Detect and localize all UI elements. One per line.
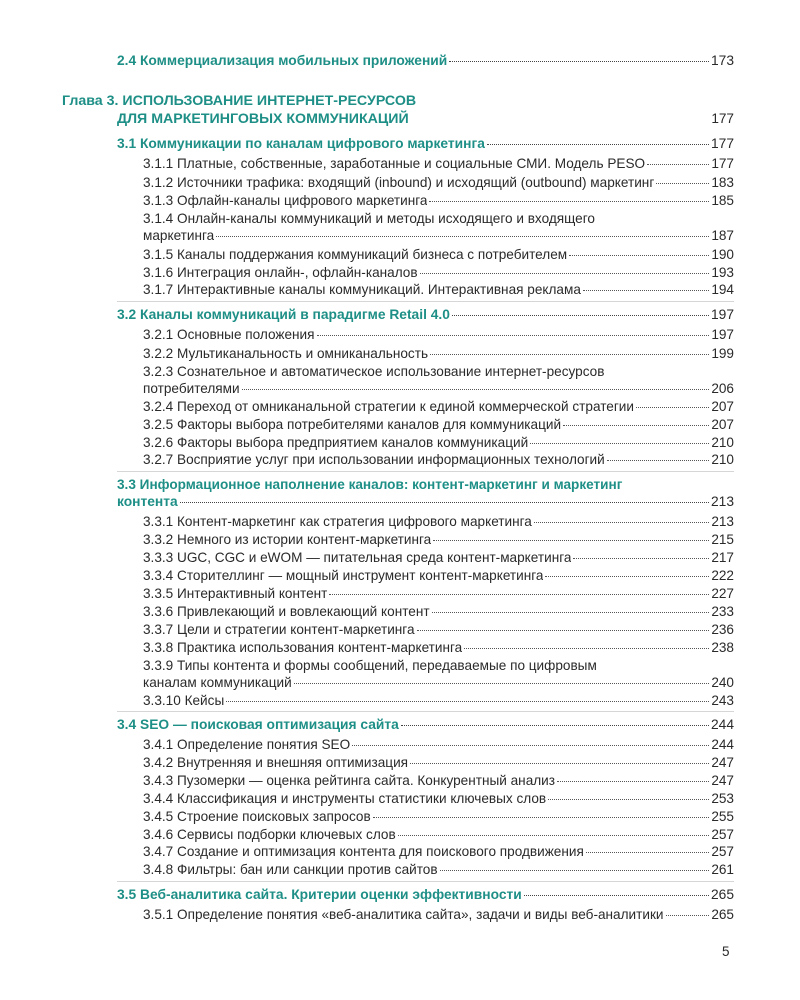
dot-leader bbox=[583, 289, 709, 291]
toc-item-3-2-1[interactable] bbox=[143, 326, 734, 343]
toc-page-number: 177 bbox=[711, 111, 734, 126]
toc-page-number: 247 bbox=[711, 773, 734, 788]
divider bbox=[117, 301, 734, 302]
dot-leader bbox=[440, 869, 710, 871]
dot-leader bbox=[410, 762, 709, 764]
toc-item-3-2-5[interactable] bbox=[143, 416, 734, 433]
dot-leader bbox=[573, 557, 709, 559]
toc-item-title: маркетинга bbox=[143, 228, 215, 243]
toc-item-3-4-1[interactable] bbox=[143, 736, 734, 753]
toc-section-title: 3.1 Коммуникации по каналам цифрового маркетинга bbox=[117, 136, 485, 151]
toc-page-number: 257 bbox=[711, 827, 734, 842]
toc-page-number: 207 bbox=[711, 417, 734, 432]
toc-item-title: каналам коммуникаций bbox=[143, 675, 292, 690]
toc-page-number: 265 bbox=[711, 907, 734, 922]
toc-item-3-1-4-cont[interactable] bbox=[143, 227, 734, 244]
toc-item-title: 3.1.1 Платные, собственные, заработанные и социальные СМИ. Модель PESO bbox=[143, 156, 646, 171]
divider bbox=[117, 471, 734, 472]
toc-page-number: 257 bbox=[711, 844, 734, 859]
toc-item-title: 3.3.2 Немного из истории контент-маркетинга bbox=[143, 532, 432, 547]
toc-item-3-1-3[interactable] bbox=[143, 192, 734, 209]
dot-leader bbox=[432, 611, 710, 613]
toc-page-number: 244 bbox=[710, 717, 734, 732]
toc-page-number: 213 bbox=[710, 494, 734, 509]
toc-page-number: 210 bbox=[711, 452, 734, 467]
chapter-3-heading-line2[interactable] bbox=[117, 110, 734, 128]
dot-leader bbox=[242, 388, 710, 390]
toc-page-number: 197 bbox=[711, 327, 734, 342]
toc-page-number: 183 bbox=[711, 175, 734, 190]
dot-leader bbox=[433, 539, 709, 541]
toc-item-3-1-4[interactable]: 3.1.4 Онлайн-каналы коммуникаций и методы исходящего и входящего bbox=[143, 211, 595, 226]
dot-leader bbox=[452, 314, 709, 316]
dot-leader bbox=[226, 700, 709, 702]
toc-page-number: 222 bbox=[711, 568, 734, 583]
toc-item-title: 3.2.2 Мультиканальность и омниканальность bbox=[143, 346, 429, 361]
toc-item-title: 3.5.1 Определение понятия «веб-аналитика сайта», задачи и виды веб-аналитики bbox=[143, 907, 664, 922]
toc-page-number: 185 bbox=[711, 193, 734, 208]
dot-leader bbox=[636, 406, 709, 408]
toc-item-title: 3.3.3 UGC, CGC и eWOM — питательная среда контент-маркетинга bbox=[143, 550, 572, 565]
toc-section-3-3-cont[interactable] bbox=[117, 493, 734, 510]
toc-item-title: 3.2.4 Переход от омниканальной стратегии к единой коммерческой стратегии bbox=[143, 399, 634, 414]
dot-leader bbox=[563, 424, 709, 426]
toc-page-number: 238 bbox=[711, 640, 734, 655]
toc-item-title: 3.3.4 Сторителлинг — мощный инструмент контент-маркетинга bbox=[143, 568, 544, 583]
toc-item-3-4-2[interactable] bbox=[143, 754, 734, 771]
toc-item-3-1-2[interactable] bbox=[143, 174, 734, 191]
toc-page-number: 207 bbox=[711, 399, 734, 414]
divider bbox=[117, 711, 734, 712]
toc-section-title: 3.4 SEO — поисковая оптимизация сайта bbox=[117, 717, 399, 732]
dot-leader bbox=[586, 851, 709, 853]
dot-leader bbox=[548, 798, 709, 800]
chapter-3-title: ДЛЯ МАРКЕТИНГОВЫХ КОММУНИКАЦИЙ bbox=[117, 111, 409, 127]
toc-item-3-4-8[interactable] bbox=[143, 861, 734, 878]
dot-leader bbox=[180, 501, 709, 503]
toc-item-title: 3.4.3 Пузомерки — оценка рейтинга сайта. Конкурентный анализ bbox=[143, 773, 556, 788]
toc-page-number: 197 bbox=[710, 307, 734, 322]
toc-item-title: 3.1.7 Интерактивные каналы коммуникаций. Интерактивная реклама bbox=[143, 282, 581, 297]
chapter-3-heading[interactable]: Глава 3. ИСПОЛЬЗОВАНИЕ ИНТЕРНЕТ-РЕСУРСОВ bbox=[62, 93, 417, 109]
toc-item-title: 3.3.1 Контент-маркетинг как стратегия цифрового маркетинга bbox=[143, 514, 532, 529]
toc-item-3-2-4[interactable] bbox=[143, 398, 734, 415]
toc-page-number: 244 bbox=[711, 737, 734, 752]
toc-item-title: 3.3.5 Интерактивный контент bbox=[143, 586, 328, 601]
toc-item-3-4-6[interactable] bbox=[143, 826, 734, 843]
toc-page-number: 217 bbox=[711, 550, 734, 565]
toc-item-title: 3.1.6 Интеграция онлайн-, офлайн-каналов bbox=[143, 265, 418, 280]
toc-item-3-3-10[interactable] bbox=[143, 692, 734, 709]
toc-item-title: 3.4.2 Внутренняя и внешняя оптимизация bbox=[143, 755, 409, 770]
dot-leader bbox=[449, 60, 709, 62]
toc-item-title: 3.3.10 Кейсы bbox=[143, 693, 225, 708]
toc-item-3-3-4[interactable] bbox=[143, 567, 734, 584]
toc-item-3-1-7[interactable] bbox=[143, 281, 734, 298]
toc-section-3-1[interactable] bbox=[117, 135, 734, 152]
dot-leader bbox=[557, 780, 709, 782]
toc-item-title: 3.4.6 Сервисы подборки ключевых слов bbox=[143, 827, 396, 842]
toc-page-number: 173 bbox=[710, 53, 734, 68]
dot-leader bbox=[487, 143, 709, 145]
toc-item-title: 3.1.5 Каналы поддержания коммуникаций бизнеса с потребителем bbox=[143, 247, 568, 262]
dot-leader bbox=[294, 682, 710, 684]
dot-leader bbox=[666, 914, 710, 916]
toc-item-title: 3.2.6 Факторы выбора предприятием каналов коммуникаций bbox=[143, 435, 529, 450]
dot-leader bbox=[430, 353, 709, 355]
dot-leader bbox=[329, 593, 709, 595]
toc-page-number: 227 bbox=[711, 586, 734, 601]
toc-section-title: 2.4 Коммерциализация мобильных приложений bbox=[117, 53, 448, 68]
toc-section-3-5[interactable] bbox=[117, 886, 734, 903]
dot-leader bbox=[464, 647, 709, 649]
toc-item-3-3-9[interactable]: 3.3.9 Типы контента и формы сообщений, передаваемые по цифровым bbox=[143, 658, 597, 673]
dot-leader bbox=[352, 744, 709, 746]
dot-leader bbox=[216, 235, 709, 237]
toc-page-number: 261 bbox=[711, 862, 734, 877]
dot-leader bbox=[420, 272, 710, 274]
toc-item-3-2-3[interactable]: 3.2.3 Сознательное и автоматическое использование интернет-ресурсов bbox=[143, 364, 605, 379]
dot-leader bbox=[607, 459, 710, 461]
toc-item-3-3-2[interactable] bbox=[143, 531, 734, 548]
toc-page-number: 255 bbox=[711, 809, 734, 824]
toc-item-3-1-1[interactable] bbox=[143, 155, 734, 172]
toc-page-number: 190 bbox=[711, 247, 734, 262]
toc-page-number: 210 bbox=[711, 435, 734, 450]
toc-item-3-3-7[interactable] bbox=[143, 621, 734, 638]
toc-item-3-4-4[interactable] bbox=[143, 790, 734, 807]
toc-page-number: 213 bbox=[711, 514, 734, 529]
toc-page-number: 236 bbox=[711, 622, 734, 637]
toc-page-number: 253 bbox=[711, 791, 734, 806]
toc-section-3-2[interactable] bbox=[117, 306, 734, 323]
dot-leader bbox=[524, 894, 709, 896]
toc-item-title: 3.4.4 Классификация и инструменты статистики ключевых слов bbox=[143, 791, 547, 806]
dot-leader bbox=[398, 834, 710, 836]
toc-section-3-3[interactable]: 3.3 Информационное наполнение каналов: контент-маркетинг и маркетинг bbox=[117, 477, 623, 492]
toc-item-3-3-9-cont[interactable] bbox=[143, 674, 734, 691]
toc-item-3-2-6[interactable] bbox=[143, 434, 734, 451]
dot-leader bbox=[417, 629, 710, 631]
dot-leader bbox=[647, 163, 709, 165]
toc-item-3-1-5[interactable] bbox=[143, 246, 734, 263]
divider bbox=[117, 881, 734, 882]
toc-item-3-4-5[interactable] bbox=[143, 808, 734, 825]
toc-item-title: 3.3.8 Практика использования контент-маркетинга bbox=[143, 640, 463, 655]
dot-leader bbox=[545, 575, 709, 577]
toc-section-title: 3.2 Каналы коммуникаций в парадигме Retail 4.0 bbox=[117, 307, 450, 322]
toc-page-number: 177 bbox=[710, 136, 734, 151]
toc-item-3-2-7[interactable] bbox=[143, 451, 734, 468]
toc-item-3-3-3[interactable] bbox=[143, 549, 734, 566]
toc-page-number: 193 bbox=[711, 265, 734, 280]
toc-item-3-4-7[interactable] bbox=[143, 843, 734, 860]
toc-item-title: 3.4.5 Строение поисковых запросов bbox=[143, 809, 371, 824]
toc-item-title: 3.3.6 Привлекающий и вовлекающий контент bbox=[143, 604, 430, 619]
dot-leader bbox=[411, 119, 710, 120]
toc-page-number: 215 bbox=[711, 532, 734, 547]
toc-section-title: 3.5 Веб-аналитика сайта. Критерии оценки эффективности bbox=[117, 887, 522, 902]
toc-item-title: 3.4.7 Создание и оптимизация контента для поискового продвижения bbox=[143, 844, 584, 859]
toc-item-title: 3.4.8 Фильтры: бан или санкции против сайтов bbox=[143, 862, 438, 877]
toc-item-title: 3.1.3 Офлайн-каналы цифрового маркетинга bbox=[143, 193, 428, 208]
toc-page-number: 206 bbox=[711, 381, 734, 396]
dot-leader bbox=[373, 816, 710, 818]
dot-leader bbox=[317, 334, 710, 336]
toc-item-title: 3.2.5 Факторы выбора потребителями каналов для коммуникаций bbox=[143, 417, 562, 432]
page-number: 5 bbox=[722, 944, 730, 959]
dot-leader bbox=[401, 724, 709, 726]
toc-item-3-4-3[interactable] bbox=[143, 772, 734, 789]
toc-item-3-3-8[interactable] bbox=[143, 639, 734, 656]
toc-item-title: 3.2.1 Основные положения bbox=[143, 327, 315, 342]
dot-leader bbox=[569, 254, 709, 256]
dot-leader bbox=[530, 442, 709, 444]
dot-leader bbox=[534, 521, 709, 523]
toc-item-3-2-2[interactable] bbox=[143, 345, 734, 362]
toc-section-2-4[interactable] bbox=[117, 52, 734, 69]
toc-item-3-3-6[interactable] bbox=[143, 603, 734, 620]
toc-item-3-3-1[interactable] bbox=[143, 513, 734, 530]
toc-page-number: 194 bbox=[711, 282, 734, 297]
toc-item-title: потребителями bbox=[143, 381, 240, 396]
toc-item-3-2-3-cont[interactable] bbox=[143, 380, 734, 397]
toc-item-title: 3.3.7 Цели и стратегии контент-маркетинга bbox=[143, 622, 415, 637]
toc-section-title: контента bbox=[117, 494, 178, 509]
toc-item-3-3-5[interactable] bbox=[143, 585, 734, 602]
toc-page-number: 233 bbox=[711, 604, 734, 619]
dot-leader bbox=[429, 200, 709, 202]
toc-page-number: 243 bbox=[711, 693, 734, 708]
toc-item-title: 3.1.2 Источники трафика: входящий (inbound) и исходящий (outbound) маркетинг bbox=[143, 175, 655, 190]
toc-item-title: 3.4.1 Определение понятия SEO bbox=[143, 737, 351, 752]
toc-page-number: 187 bbox=[711, 228, 734, 243]
toc-page-number: 247 bbox=[711, 755, 734, 770]
toc-page-number: 177 bbox=[711, 156, 734, 171]
toc-item-3-5-1[interactable] bbox=[143, 906, 734, 923]
toc-page-number: 199 bbox=[711, 346, 734, 361]
toc-item-3-1-6[interactable] bbox=[143, 264, 734, 281]
toc-page-number: 265 bbox=[710, 887, 734, 902]
toc-page-number: 240 bbox=[711, 675, 734, 690]
toc-item-title: 3.2.7 Восприятие услуг при использовании информационных технологий bbox=[143, 452, 605, 467]
dot-leader bbox=[656, 182, 709, 184]
toc-section-3-4[interactable] bbox=[117, 716, 734, 733]
